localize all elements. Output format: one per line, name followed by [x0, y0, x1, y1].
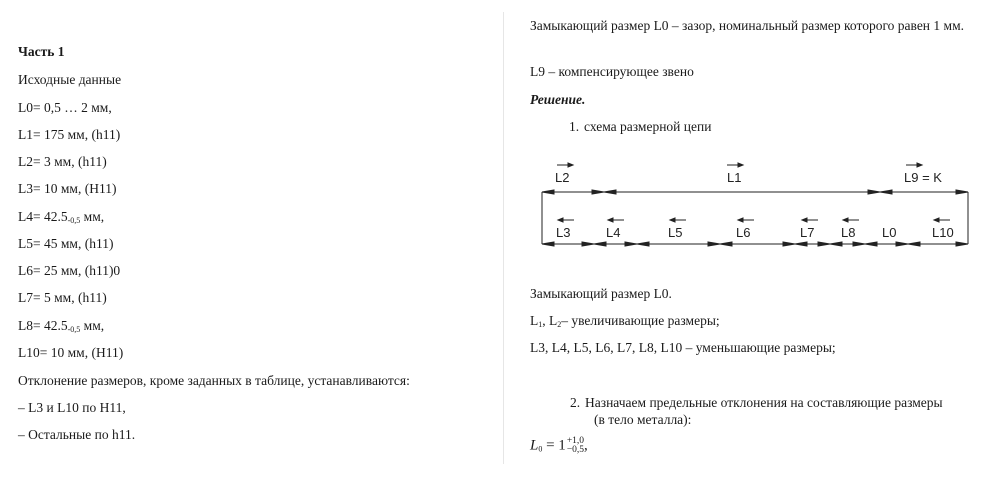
label-l1: L1 [727, 170, 742, 185]
compensator-note: L9 – компенсирующее звено [530, 64, 694, 79]
part-heading: Часть 1 [18, 44, 65, 59]
step1-text: схема размерной цепи [584, 119, 712, 134]
label-l10: L10 [932, 225, 954, 240]
param-l10: L10= 10 мм, (H11) [18, 345, 124, 360]
param-l8: $L8= 42.5_{-0,5}$ мм, [18, 318, 105, 334]
solution-label: Решение. [530, 92, 586, 107]
deviation-note: Отклонение размеров, кроме заданных в таблице, устанавливаются: [18, 373, 410, 388]
formula-l0: $L_0 = 1$ +1,0 −0,5 , [530, 436, 588, 455]
column-divider [503, 12, 504, 464]
rule-h11-upper: – L3 и L10 по H11, [18, 400, 126, 415]
label-l8: L8 [841, 225, 856, 240]
param-l0: L0= 0,5 … 2 мм, [18, 100, 112, 115]
rule-h11-lower: – Остальные по h11. [18, 427, 136, 442]
param-l1: L1= 175 мм, (h11) [18, 127, 121, 142]
param-l2: L2= 3 мм, (h11) [18, 154, 107, 169]
source-data-heading: Исходные данные [18, 72, 122, 87]
label-l7: L7 [800, 225, 815, 240]
decreasing-sizes: L3, L4, L5, L6, L7, L8, L10 – уменьшающие размеры; [530, 340, 836, 355]
param-l4: $L4= 42.5_{-0,5}$ мм, [18, 209, 105, 225]
label-l3: L3 [556, 225, 571, 240]
param-l7: L7= 5 мм, (h11) [18, 290, 107, 305]
step1-number: 1. [569, 119, 580, 134]
closing-size-description: Замыкающий размер L0 – зазор, номинальный размер которого равен 1 мм. [530, 18, 964, 33]
param-l6: L6= 25 мм, (h11)0 [18, 263, 121, 278]
closing-size-note: Замыкающий размер L0. [530, 286, 672, 301]
label-l4: L4 [606, 225, 621, 240]
increasing-sizes: $L_1$, $L_2-$ увеличивающие размеры; [530, 313, 720, 329]
label-l2: L2 [555, 170, 570, 185]
param-l5: L5= 45 мм, (h11) [18, 236, 114, 251]
step2-text-cont: (в тело металла): [594, 412, 692, 427]
step2-number: 2. [570, 395, 581, 410]
dimension-chain-diagram [530, 148, 980, 258]
label-l6: L6 [736, 225, 751, 240]
param-l3: L3= 10 мм, (H11) [18, 181, 117, 196]
label-l9: L9 = K [904, 170, 942, 185]
label-l5: L5 [668, 225, 683, 240]
step2-text: Назначаем предельные отклонения на составляющие размеры [585, 395, 943, 410]
label-l0: L0 [882, 225, 897, 240]
